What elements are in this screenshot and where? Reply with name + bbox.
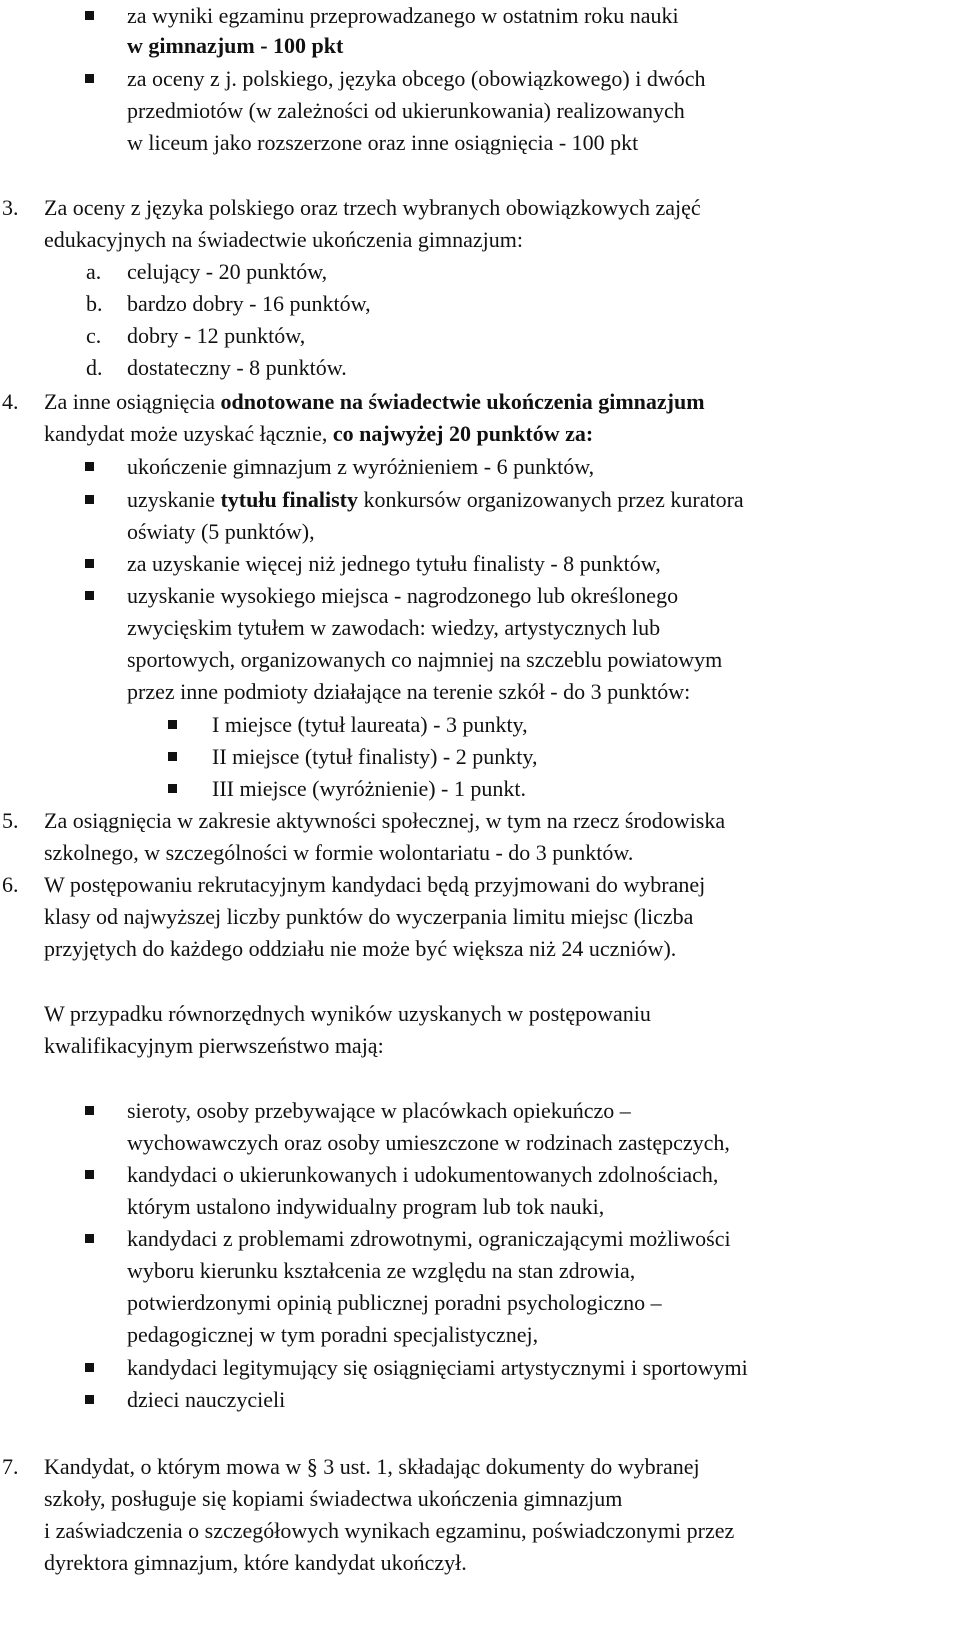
item-number: 3. [2, 195, 19, 220]
bullet-icon [85, 1106, 94, 1115]
text-line: kandydaci o ukierunkowanych i udokumentowanych zdolnościach, [127, 1162, 719, 1187]
text-line: za oceny z j. polskiego, języka obcego (obowiązkowego) i dwóch [127, 66, 706, 91]
text-line: klasy od najwyższej liczby punktów do wyczerpania limitu miejsc (liczba [44, 904, 694, 929]
text-line: kandydaci z problemami zdrowotnymi, ograniczającymi możliwości [127, 1226, 731, 1251]
text-line: Za oceny z języka polskiego oraz trzech wybranych obowiązkowych zajęć [44, 195, 701, 220]
bullet-icon [85, 591, 94, 600]
text-line: przez inne podmioty działające na terenie szkół - do 3 punktów: [127, 679, 691, 704]
item-number: 6. [2, 872, 19, 897]
text-line: za uzyskanie więcej niż jednego tytułu finalisty - 8 punktów, [127, 551, 661, 576]
text-line: za wyniki egzaminu przeprowadzanego w ostatnim roku nauki [127, 3, 679, 28]
bullet-icon [168, 720, 177, 729]
text-line: dzieci nauczycieli [127, 1387, 286, 1412]
text-line: oświaty (5 punktów), [127, 519, 315, 544]
text-line: sportowych, organizowanych co najmniej na szczeblu powiatowym [127, 647, 723, 672]
text-line: ukończenie gimnazjum z wyróżnieniem - 6 punktów, [127, 454, 595, 479]
bullet-icon [85, 1234, 94, 1243]
text-line: potwierdzonymi opinią publicznej poradni psychologiczno – [127, 1290, 662, 1315]
text-line: sieroty, osoby przebywające w placówkach opiekuńczo – [127, 1098, 631, 1123]
text-line: i zaświadczenia o szczegółowych wynikach egzaminu, poświadczonymi przez [44, 1518, 735, 1543]
text-line: przyjętych do każdego oddziału nie może być większa niż 24 uczniów). [44, 936, 677, 961]
text-line: w gimnazjum - 100 pkt [127, 33, 344, 58]
text-line: III miejsce (wyróżnienie) - 1 punkt. [212, 776, 526, 801]
bullet-icon [85, 1170, 94, 1179]
text-line: uzyskanie tytułu finalisty konkursów organizowanych przez kuratora [127, 487, 744, 512]
text-line: wyboru kierunku kształcenia ze względu na stan zdrowia, [127, 1258, 636, 1283]
text-line: Za osiągnięcia w zakresie aktywności społecznej, w tym na rzecz środowiska [44, 808, 726, 833]
text-line: pedagogicznej w tym poradni specjalistycznej, [127, 1322, 539, 1347]
bullet-icon [85, 559, 94, 568]
text-line: dyrektora gimnazjum, które kandydat ukończył. [44, 1550, 467, 1575]
text-line: bardzo dobry - 16 punktów, [127, 291, 371, 316]
bullet-icon [85, 11, 94, 20]
text-line: którym ustalono indywidualny program lub tok nauki, [127, 1194, 605, 1219]
sub-letter: c. [86, 323, 102, 348]
text-line: W przypadku równorzędnych wyników uzyskanych w postępowaniu [44, 1001, 651, 1026]
text-line: dostateczny - 8 punktów. [127, 355, 347, 380]
text-line: w liceum jako rozszerzone oraz inne osiągnięcia - 100 pkt [127, 130, 639, 155]
bullet-icon [85, 495, 94, 504]
text-line: W postępowaniu rekrutacyjnym kandydaci będą przyjmowani do wybranej [44, 872, 706, 897]
item-number: 7. [2, 1454, 19, 1479]
text-line: celujący - 20 punktów, [127, 259, 328, 284]
text-line: kandydat może uzyskać łącznie, co najwyżej 20 punktów za: [44, 421, 594, 446]
bullet-icon [85, 1363, 94, 1372]
sub-letter: d. [86, 355, 103, 380]
text-line: Kandydat, o którym mowa w § 3 ust. 1, składając dokumenty do wybranej [44, 1454, 700, 1479]
text-line: kandydaci legitymujący się osiągnięciami artystycznymi i sportowymi [127, 1355, 748, 1380]
text-line: kwalifikacyjnym pierwszeństwo mają: [44, 1033, 384, 1058]
text-line: II miejsce (tytuł finalisty) - 2 punkty, [212, 744, 538, 769]
bullet-icon [85, 1395, 94, 1404]
text-line: I miejsce (tytuł laureata) - 3 punkty, [212, 712, 528, 737]
text-line: przedmiotów (w zależności od ukierunkowania) realizowanych [127, 98, 685, 123]
text-line: edukacyjnych na świadectwie ukończenia gimnazjum: [44, 227, 523, 252]
text-line: uzyskanie wysokiego miejsca - nagrodzonego lub określonego [127, 583, 679, 608]
text-line: dobry - 12 punktów, [127, 323, 306, 348]
bullet-icon [85, 462, 94, 471]
sub-letter: b. [86, 291, 103, 316]
bullet-icon [168, 784, 177, 793]
text-line: zwycięskim tytułem w zawodach: wiedzy, artystycznych lub [127, 615, 661, 640]
sub-letter: a. [86, 259, 102, 284]
item-number: 4. [2, 389, 19, 414]
text-line: Za inne osiągnięcia odnotowane na świadectwie ukończenia gimnazjum [44, 389, 705, 414]
text-line: szkolnego, w szczególności w formie wolontariatu - do 3 punktów. [44, 840, 634, 865]
bullet-icon [168, 752, 177, 761]
text-line: wychowawczych oraz osoby umieszczone w rodzinach zastępczych, [127, 1130, 730, 1155]
bullet-icon [85, 74, 94, 83]
text-line: szkoły, posługuje się kopiami świadectwa ukończenia gimnazjum [44, 1486, 623, 1511]
item-number: 5. [2, 808, 19, 833]
